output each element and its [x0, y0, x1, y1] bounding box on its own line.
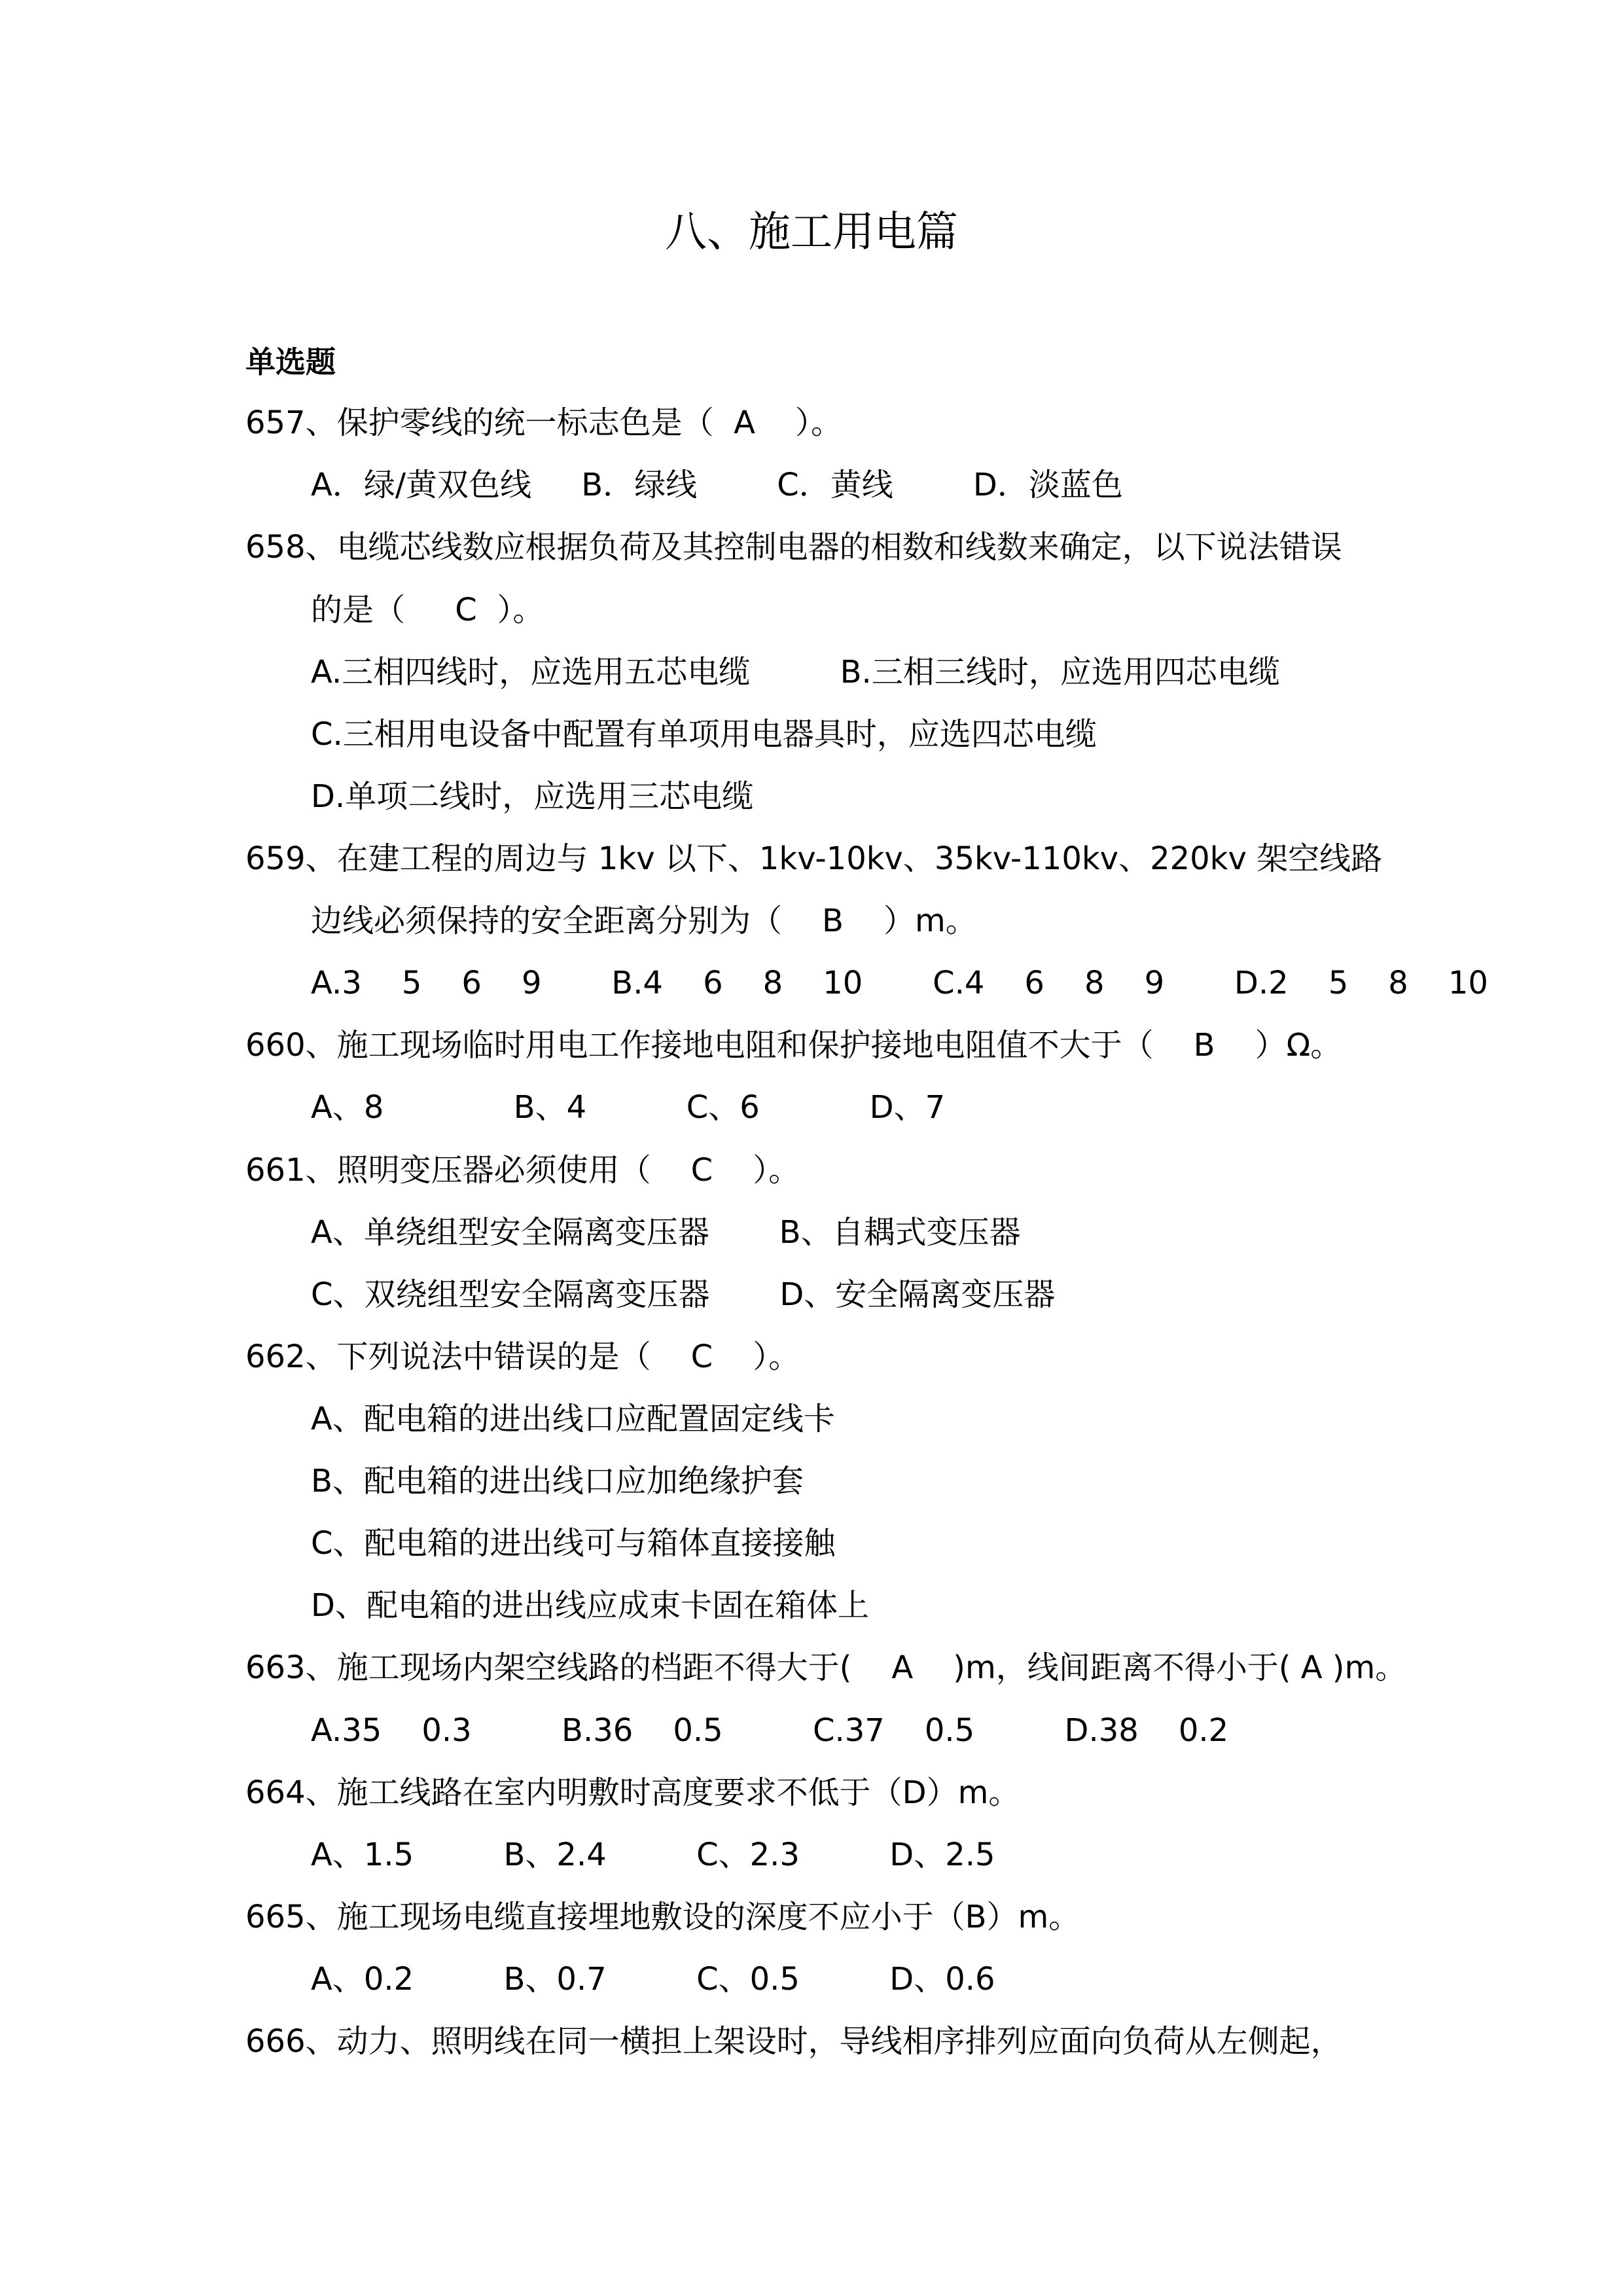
- question-658: 658、电缆芯线数应根据负荷及其控制电器的相数和线数来确定，以下说法错误: [245, 529, 1342, 565]
- option-662-a: A、配电箱的进出线口应配置固定线卡: [311, 1401, 835, 1437]
- options-658-ab: A.三相四线时，应选用五芯电缆 B.三相三线时，应选用四芯电缆: [311, 654, 1280, 691]
- option-662-c: C、配电箱的进出线可与箱体直接接触: [311, 1525, 836, 1562]
- question-659-continued: 边线必须保持的安全距离分别为（ B ）m。: [311, 903, 977, 939]
- options-664: A、1.5 B、2.4 C、2.3 D、2.5: [311, 1837, 995, 1873]
- options-665: A、0.2 B、0.7 C、0.5 D、0.6: [311, 1961, 995, 1998]
- question-663: 663、施工现场内架空线路的档距不得大于( A )m，线间距离不得小于( A )m。: [245, 1649, 1407, 1686]
- question-664: 664、施工线路在室内明敷时高度要求不低于（D）m。: [245, 1774, 1020, 1811]
- question-660: 660、施工现场临时用电工作接地电阻和保护接地电阻值不大于（ B ）Ω。: [245, 1027, 1342, 1064]
- options-661-ab: A、单绕组型安全隔离变压器 B、自耦式变压器: [311, 1214, 1021, 1251]
- options-660: A、8 B、4 C、6 D、7: [311, 1089, 946, 1126]
- section-heading: 单选题: [245, 344, 336, 380]
- question-666: 666、动力、照明线在同一横担上架设时，导线相序排列应面向负荷从左侧起，: [245, 2023, 1342, 2060]
- options-659: A.3 5 6 9 B.4 6 8 10 C.4 6 8 9 D.2 5 8 10: [311, 965, 1488, 1001]
- option-662-d: D、配电箱的进出线应成束卡固在箱体上: [311, 1587, 869, 1624]
- question-658-continued: 的是（ C ）。: [311, 592, 544, 628]
- question-661: 661、照明变压器必须使用（ C ）。: [245, 1152, 800, 1189]
- page-title: 八、施工用电篇: [665, 208, 958, 257]
- question-662: 662、下列说法中错误的是（ C ）。: [245, 1338, 800, 1375]
- options-661-cd: C、双绕组型安全隔离变压器 D、安全隔离变压器: [311, 1276, 1056, 1313]
- option-662-b: B、配电箱的进出线口应加绝缘护套: [311, 1463, 804, 1499]
- question-659: 659、在建工程的周边与 1kv 以下、1kv-10kv、35kv-110kv、220kv 架空线路: [245, 840, 1383, 877]
- option-658-c: C.三相用电设备中配置有单项用电器具时，应选四芯电缆: [311, 716, 1097, 753]
- options-663: A.35 0.3 B.36 0.5 C.37 0.5 D.38 0.2: [311, 1712, 1229, 1749]
- options-657: A．绿/黄双色线 B．绿线 C．黄线 D．淡蓝色: [311, 467, 1123, 503]
- question-665: 665、施工现场电缆直接埋地敷设的深度不应小于（B）m。: [245, 1899, 1080, 1935]
- option-658-d: D.单项二线时，应选用三芯电缆: [311, 778, 754, 815]
- question-657: 657、保护零线的统一标志色是（ A ）。: [245, 404, 843, 441]
